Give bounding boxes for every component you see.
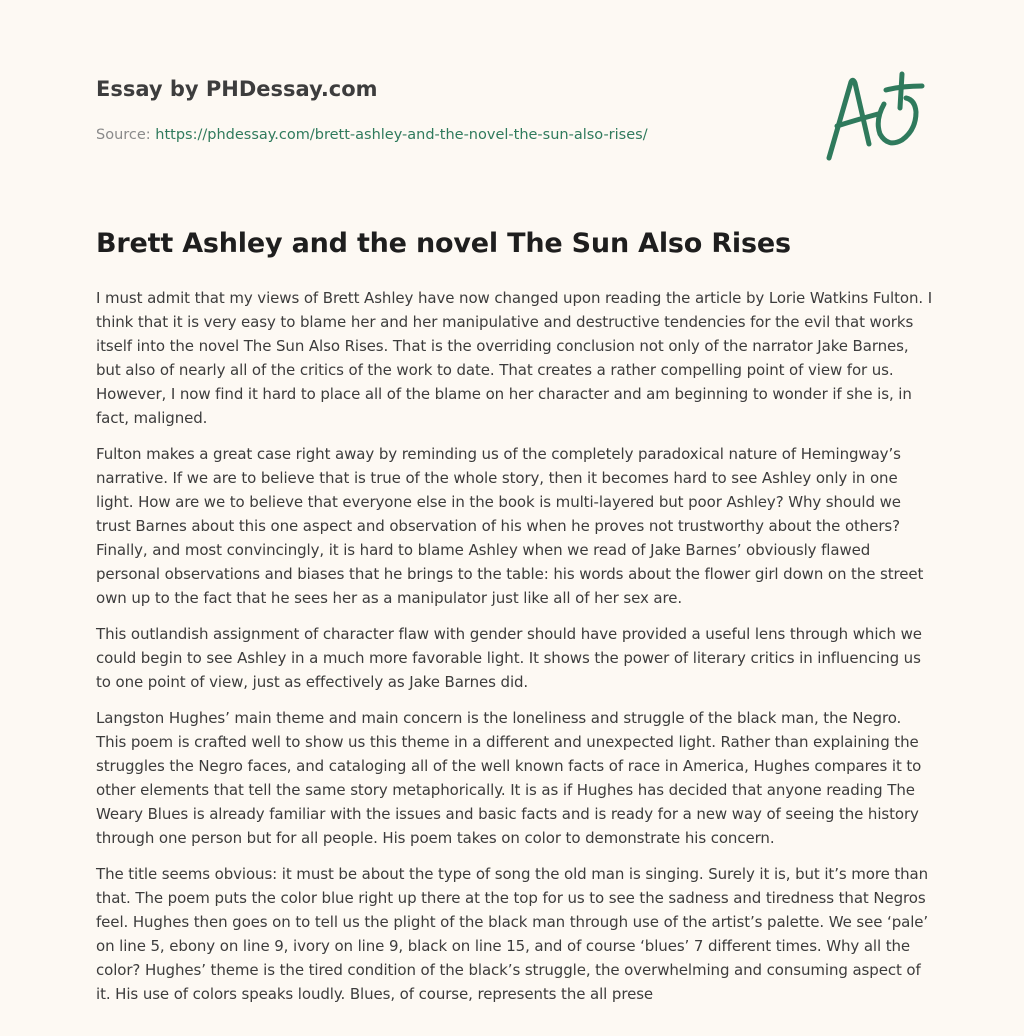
paragraph: This outlandish assignment of character flaw with gender should have provided a useful lens through which we could begin to see Ashley in a much more favorable light. It shows the power of literary critics in influencing us to one point of view, just as effectively as Jake Barnes did.: [96, 625, 922, 691]
paragraph: The title seems obvious: it must be about the type of song the old man is singing. Surely it is, but it’s more than that. The poem puts the color blue right up there at the top for us to see the sadness and tiredness that Negros feel. Hughes then goes on to tell us the plight of the black man through use of the artist’s palette. We see ‘pale’ on line 5, ebony on line 9, ivory on line 9, black on line 15, and of course ‘blues’ 7 different times. Why all the color? Hughes’ theme is the tired condition of the black’s struggle, the overwhelming and consuming aspect of it. His use of colors speaks loudly. Blues, of course, represents the all prese: [96, 865, 929, 1003]
paragraph: Fulton makes a great case right away by reminding us of the completely paradoxical nature of Hemingway’s narrative. If we are to believe that is true of the whole story, then it becomes hard to see Ashley only in one light. How are we to believe that everyone else in the book is multi-layered but poor Ashley? Why should we trust Barnes about this one aspect and observation of his when he proves not trustworthy about the others? Finally, and most convincingly, it is hard to blame Ashley when we read of Jake Barnes’ obviously flawed personal observations and biases that he brings to the table: his words about the flower girl down on the street own up to the fact that he sees her as a manipulator just like all of her sex are.: [96, 445, 924, 607]
paragraph: Langston Hughes’ main theme and main concern is the loneliness and struggle of the black man, the Negro. This poem is crafted well to show us this theme in a different and unexpected light. Rather than explaining the struggles the Negro faces, and cataloging all of the well known facts of race in America, Hughes compares it to other elements that tell the same story metaphorically. It is as if Hughes has decided that anyone reading The Weary Blues is already familiar with the issues and basic facts and is ready for a new way of seeing the history through one person but for all people. His poem takes on color to demonstrate his concern.: [96, 709, 922, 847]
source-line: [96, 124, 796, 146]
page-header: [96, 74, 796, 146]
site-title: Essay by PHDessay.com: [96, 77, 378, 101]
source-label: Source:: [96, 127, 151, 143]
paragraph: I must admit that my views of Brett Ashley have now changed upon reading the article by Lorie Watkins Fulton. I think that it is very easy to blame her and her manipulative and destructive tendencies for the evil that works itself into the novel The Sun Also Rises. That is the overriding conclusion not only of the narrator Jake Barnes, but also of nearly all of the critics of the work to date. That creates a rather compelling point of view for us. However, I now find it hard to place all of the blame on her character and am beginning to wonder if she is, in fact, maligned.: [96, 289, 933, 427]
a-plus-logo-icon: [820, 68, 932, 166]
source-link[interactable]: https://phdessay.com/brett-ashley-and-the-novel-the-sun-also-rises/: [155, 127, 648, 143]
article-title: Brett Ashley and the novel The Sun Also Rises: [96, 228, 791, 259]
article-body: [96, 286, 936, 1018]
